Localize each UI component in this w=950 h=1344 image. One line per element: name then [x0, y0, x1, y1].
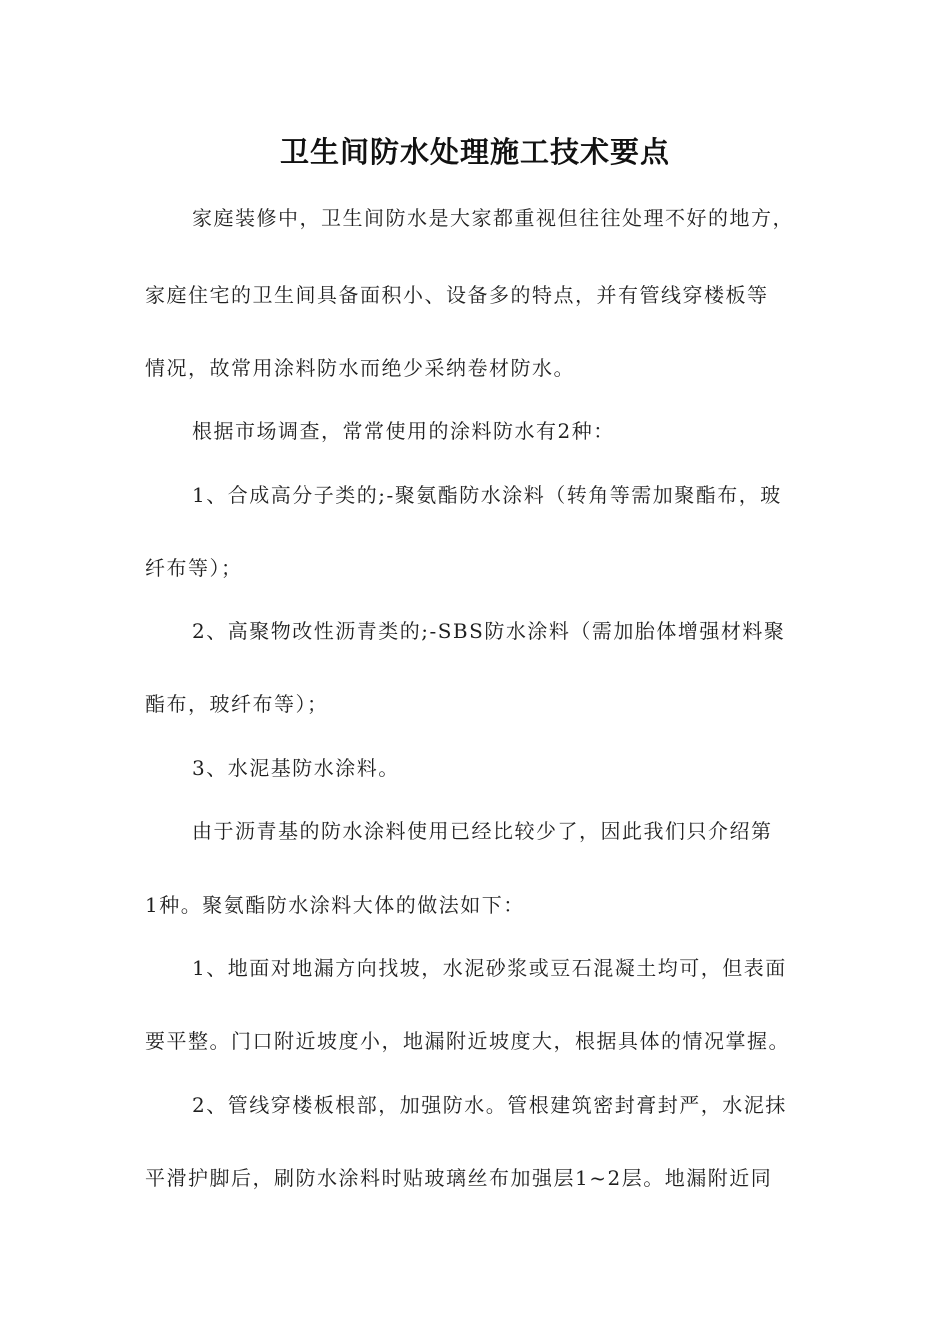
paragraph-line: 家庭住宅的卫生间具备面积小、设备多的特点，并有管线穿楼板等: [145, 283, 769, 307]
paragraph-line: 要平整。门口附近坡度小，地漏附近坡度大，根据具体的情况掌握。: [145, 1029, 790, 1053]
paragraph-line: 情况，故常用涂料防水而绝少采纳卷材防水。: [145, 356, 575, 380]
paragraph-line: 纤布等）；: [145, 556, 243, 580]
paragraph-line: 平滑护脚后，刷防水涂料时贴玻璃丝布加强层1~2层。地漏附近同: [145, 1166, 773, 1190]
paragraph-line: 1、地面对地漏方向找坡，水泥砂浆或豆石混凝土均可，但表面: [192, 956, 787, 980]
document-title: 卫生间防水处理施工技术要点: [279, 135, 670, 169]
paragraph-line: 酯布，玻纤布等）；: [145, 692, 329, 716]
paragraph-line: 2、管线穿楼板根部，加强防水。管根建筑密封膏封严，水泥抹: [192, 1093, 787, 1117]
paragraph-line: 根据市场调查，常常使用的涂料防水有2种：: [192, 419, 615, 443]
paragraph-line: 由于沥青基的防水涂料使用已经比较少了，因此我们只介绍第: [192, 819, 773, 843]
paragraph-line: 2、高聚物改性沥青类的;-SBS防水涂料（需加胎体增强材料聚: [192, 619, 786, 643]
paragraph-line: 1种。聚氨酯防水涂料大体的做法如下：: [145, 893, 525, 917]
paragraph-line: 1、合成高分子类的;-聚氨酯防水涂料（转角等需加聚酯布，玻: [192, 483, 782, 507]
paragraph-line: 家庭装修中，卫生间防水是大家都重视但往往处理不好的地方，: [192, 206, 794, 230]
paragraph-line: 3、水泥基防水涂料。: [192, 756, 400, 780]
